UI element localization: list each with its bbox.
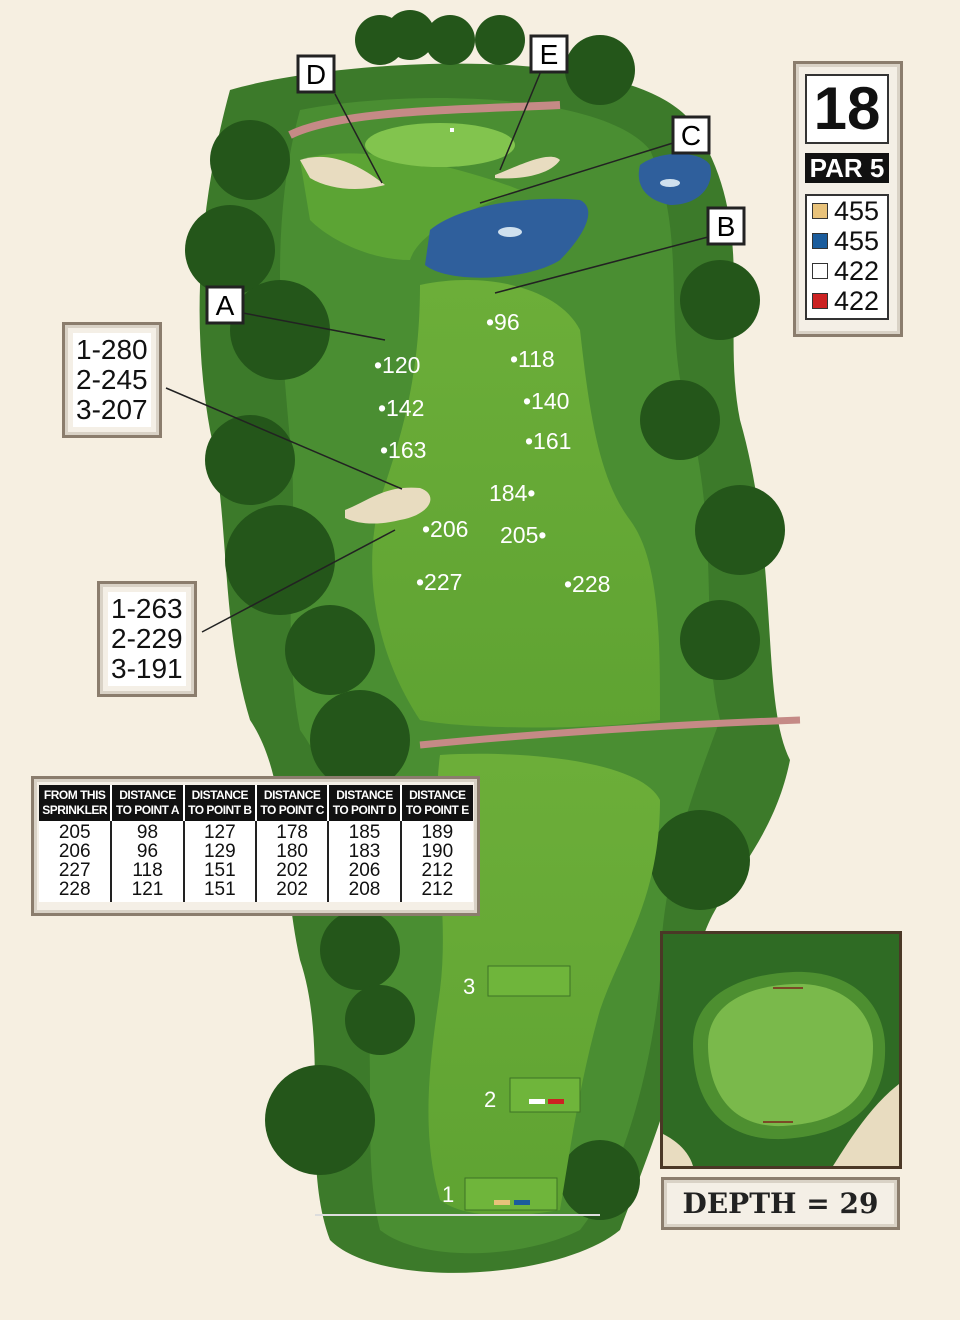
green-depth-box (661, 1177, 900, 1230)
tee-row-red (807, 286, 887, 316)
table-header-row (39, 785, 473, 821)
tee-row-blue (807, 226, 887, 256)
tee-marker-white (529, 1099, 545, 1104)
hole-info-panel (793, 61, 903, 337)
table-column: 127 129 151 151 (184, 821, 256, 902)
tee-box-label: 1 (442, 1182, 455, 1207)
table-column: 189 190 212 212 (401, 821, 473, 902)
svg-text:B: B (716, 211, 736, 242)
tee-row-gold (807, 196, 887, 226)
flag (450, 128, 454, 132)
yardage-marker: 205• (500, 522, 547, 548)
svg-text:A: A (215, 290, 235, 321)
column-header: DISTANCE TO POINT D (328, 785, 400, 821)
gold-tee-swatch (812, 203, 828, 219)
point-label-a (207, 287, 243, 323)
yardage-marker: •228 (564, 571, 611, 597)
yardage-marker: •161 (525, 428, 572, 454)
tee-box-2 (510, 1078, 580, 1112)
bunker-front-callout (97, 581, 197, 697)
callout-content (108, 592, 186, 686)
callout-content (73, 333, 151, 427)
svg-text:D: D (305, 59, 327, 90)
fountain (498, 227, 522, 237)
fountain (660, 179, 680, 187)
tee-box-3 (488, 966, 570, 996)
yardage-marker: •120 (374, 352, 421, 378)
callout-line: 3-191 (111, 653, 183, 684)
yardage-marker: •118 (510, 346, 555, 372)
hole-number: 18 (805, 74, 889, 144)
yardage-marker: •140 (523, 388, 570, 414)
yardage-marker: 184• (489, 480, 536, 506)
tee-marker-gold (494, 1200, 510, 1205)
green-detail-drawing (663, 934, 899, 1166)
tee-box-label: 2 (484, 1087, 497, 1112)
table-column: 98 96 118 121 (111, 821, 183, 902)
callout-line: 2-245 (76, 364, 148, 395)
point-label-e (531, 36, 567, 72)
column-header: DISTANCE TO POINT A (111, 785, 183, 821)
table-column: 185 183 206 208 (328, 821, 400, 902)
green-detail-inset (660, 931, 902, 1169)
yardage-marker: •142 (378, 395, 425, 421)
tee-yards: 422 (834, 255, 880, 286)
yardage-marker: •96 (486, 309, 520, 335)
point-label-c (673, 117, 709, 153)
tee-marker-blue (514, 1200, 530, 1205)
callout-line: 1-280 (76, 334, 148, 365)
tee-box-label: 3 (463, 974, 476, 999)
tee-yards: 455 (834, 225, 880, 256)
yardage-marker: •163 (380, 437, 427, 463)
tee-yardage-list (805, 194, 889, 320)
table-column: 205 206 227 228 (39, 821, 111, 902)
svg-text:C: C (680, 120, 702, 151)
distance-table (39, 785, 473, 902)
red-tee-swatch (812, 293, 828, 309)
column-header: FROM THIS SPRINKLER (39, 785, 111, 821)
par-label: PAR 5 (805, 153, 889, 183)
column-header: DISTANCE TO POINT B (184, 785, 256, 821)
blue-tee-swatch (812, 233, 828, 249)
tee-row-white (807, 256, 887, 286)
yardage-marker: •227 (416, 569, 463, 595)
tee-marker-red (548, 1099, 564, 1104)
bunker-carry-callout (62, 322, 162, 438)
yardage-marker: •206 (422, 516, 469, 542)
point-label-b (708, 208, 744, 244)
table-body-row (39, 821, 473, 902)
sprinkler-distance-table (31, 776, 480, 916)
column-header: DISTANCE TO POINT C (256, 785, 328, 821)
column-header: DISTANCE TO POINT E (401, 785, 473, 821)
callout-line: 2-229 (111, 623, 183, 654)
green-depth-label: DEPTH = 29 (682, 1187, 879, 1220)
putting-green (365, 123, 515, 167)
tee-yards: 422 (834, 285, 880, 316)
white-tee-swatch (812, 263, 828, 279)
svg-text:E: E (539, 39, 559, 70)
callout-line: 3-207 (76, 394, 148, 425)
table-column: 178 180 202 202 (256, 821, 328, 902)
tee-box-1 (465, 1178, 557, 1210)
point-label-d (298, 56, 334, 92)
tee-yards: 455 (834, 195, 880, 226)
callout-line: 1-263 (111, 593, 183, 624)
